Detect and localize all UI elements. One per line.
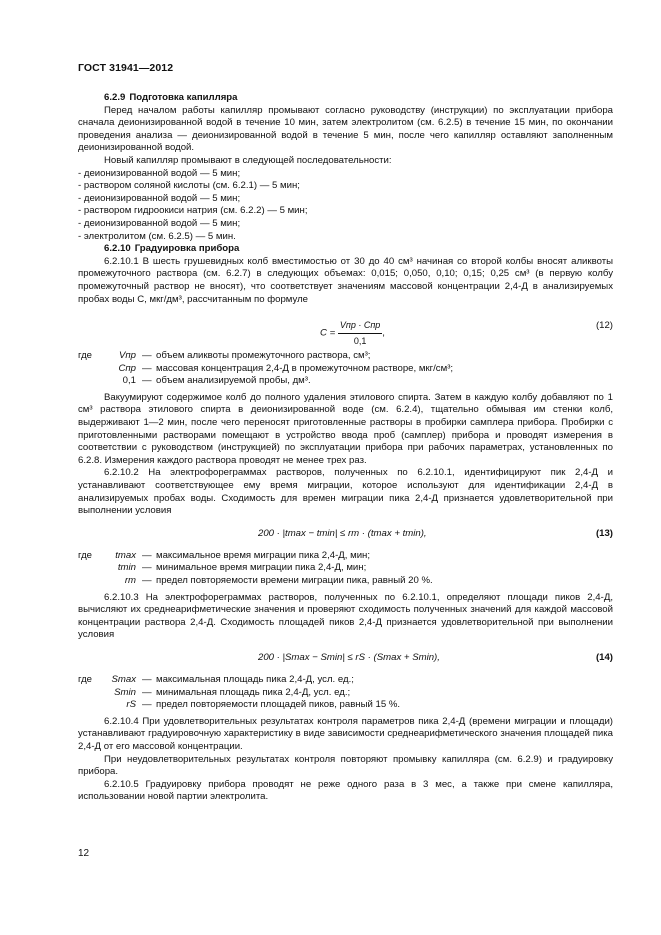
legend-row: где Vпр — объем аликвоты промежуточного раствора, см³; — [78, 350, 371, 362]
legend-row: где Smax — максимальная площадь пика 2,4-Д, усл. ед.; — [78, 673, 354, 685]
formula-14 — [78, 648, 613, 670]
page-number: 12 — [78, 848, 90, 859]
list-item: - раствором соляной кислоты (см. 6.2.1) — 5 мин; — [78, 180, 613, 193]
formula-number: (13) — [595, 527, 613, 539]
variable-legend-14 — [78, 674, 613, 712]
paragraph: 6.2.10.1 В шесть грушевидных колб вместимостью от 30 до 40 см³ начиная со второй колбы вносят аликвоты промежуточного раствора (см. 6.2.7) в следующих объемах: 0,015; 0,050, 0,10; 0,15; 0,25 см³ (в первую колбу промежуточный раствор не вносят), что соответствует значениям массовой концентрации 2,4-Д в анализируемых пробах воды С, мкг/дм³, рассчитанным по формуле — [78, 255, 613, 305]
formula-number: (12) — [595, 320, 613, 332]
paragraph: 6.2.10.4 При удовлетворительных результатах контроля параметров пика 2,4-Д (времени миграции и площади) устанавливают градуировочную характеристику в виде зависимости среднеарифметического значения площадей пика 2,4-Д от его массовой концентрации. — [78, 715, 613, 752]
page-content — [78, 92, 613, 804]
legend-row: rS — предел повторяемости площадей пиков, равный 15 %. — [126, 699, 401, 711]
legend-row: rm — предел повторяемости времени миграции пика, равный 20 %. — [124, 575, 433, 586]
list-item: - деионизированной водой — 5 мин; — [78, 218, 613, 231]
paragraph: 6.2.10.5 Градуировку прибора проводят не реже одного раза в 3 мес, а также при смене капилляра, использовании новой партии электролита. — [78, 778, 613, 803]
document-header: ГОСТ 31941—2012 — [78, 62, 174, 74]
legend-row: Cпр — массовая концентрация 2,4-Д в промежуточном растворе, мкг/см³; — [118, 362, 454, 374]
formula-12 — [78, 310, 613, 346]
variable-legend-13 — [78, 550, 613, 588]
formula-13 — [78, 524, 613, 546]
list-item: - раствором гидроокиси натрия (см. 6.2.2) — 5 мин; — [78, 205, 613, 218]
formula-14-expression: 200 · |Smax − Smin| ≤ rS · (Smax + Smin), — [258, 651, 440, 663]
variable-legend-12 — [78, 350, 613, 388]
paragraph: При неудовлетворительных результатах контроля повторяют промывку капилляра (см. 6.2.9) и градуировку прибора. — [78, 753, 613, 778]
list-item: - электролитом (см. 6.2.5) — 5 мин. — [78, 231, 613, 244]
legend-row: 0,1 — объем анализируемой пробы, дм³. — [122, 375, 311, 387]
legend-row: где tmax — максимальное время миграции пика 2,4-Д, мин; — [78, 549, 371, 561]
formula-12-expression: C = $\frac{\text{Vпр · Cпр}}{0,1}$ , — [320, 320, 385, 346]
list-item: - деионизированной водой — 5 мин; — [78, 193, 613, 206]
paragraph: Вакуумируют содержимое колб до полного удаления этилового спирта. Затем в каждую колбу добавляют по 1 см³ раствора этилового спирта в деионизированной воде (см. 6.2.4), тщательно обмывая им стенки колб, выдерживают 1—2 мин, после чего переносят приготовленные растворы в пробирки самплера прибора. Пробирки с приготовленными растворами помещают в устройство ввода проб (самплер) прибора и проводят измерения в соответствии с руководством (инструкцией) по эксплуатации прибора при рабочих параметрах, установленных по 6.2.8. Измерения каждого раствора проводят не менее трех раз. — [78, 391, 613, 466]
formula-number: (14) — [595, 651, 613, 663]
paragraph: Перед началом работы капилляр промывают согласно руководству (инструкции) по эксплуатации прибора сначала деионизированной водой в течение 10 мин, затем электролитом (см. 6.2.5) в течение 15 мин, по окончании проведения анализа — деионизированной водой в течение 5 мин, после чего капилляр оставляют заполненным деионизированной водой. — [78, 104, 613, 154]
paragraph: 6.2.10.2 На электрофореграммах растворов, полученных по 6.2.10.1, идентифицируют пик 2,4-Д и устанавливают соответствующее ему время миграции, которое используют для идентификации 2,4-Д в анализируемых пробах воды. Сходимость для времен миграции пика 2,4-Д признается удовлетворительной при выполнении условия — [78, 467, 613, 517]
list-item: - деионизированной водой — 5 мин; — [78, 168, 613, 181]
legend-row: Smin — минимальная площадь пика 2,4-Д, усл. ед.; — [114, 686, 351, 698]
paragraph: Новый капилляр промывают в следующей последовательности: — [104, 154, 392, 166]
formula-13-expression: 200 · |tmax − tmin| ≤ rm · (tmax + tmin), — [258, 527, 427, 539]
section-heading-6-2-9: 6.2.9 Подготовка капилляра — [104, 92, 238, 103]
paragraph: 6.2.10.3 На электрофореграммах растворов, полученных по 6.2.10.1, определяют площади пиков 2,4-Д, вычисляют их среднеарифметические значения и проверяют сходимость полученных значений для каждой массовой концентрации раствора 2,4-Д. Сходимость площадей пиков 2,4-Д признается удовлетворительной при выполнении условия — [78, 591, 613, 641]
section-heading-6-2-10: 6.2.10 Градуировка прибора — [104, 243, 240, 255]
legend-row: tmin — минимальное время миграции пика 2,4-Д, мин; — [117, 562, 367, 574]
rinse-sequence-list — [78, 168, 613, 244]
fraction: $\frac{\text{Vпр · Cпр}}{0,1}$ — [339, 320, 381, 346]
